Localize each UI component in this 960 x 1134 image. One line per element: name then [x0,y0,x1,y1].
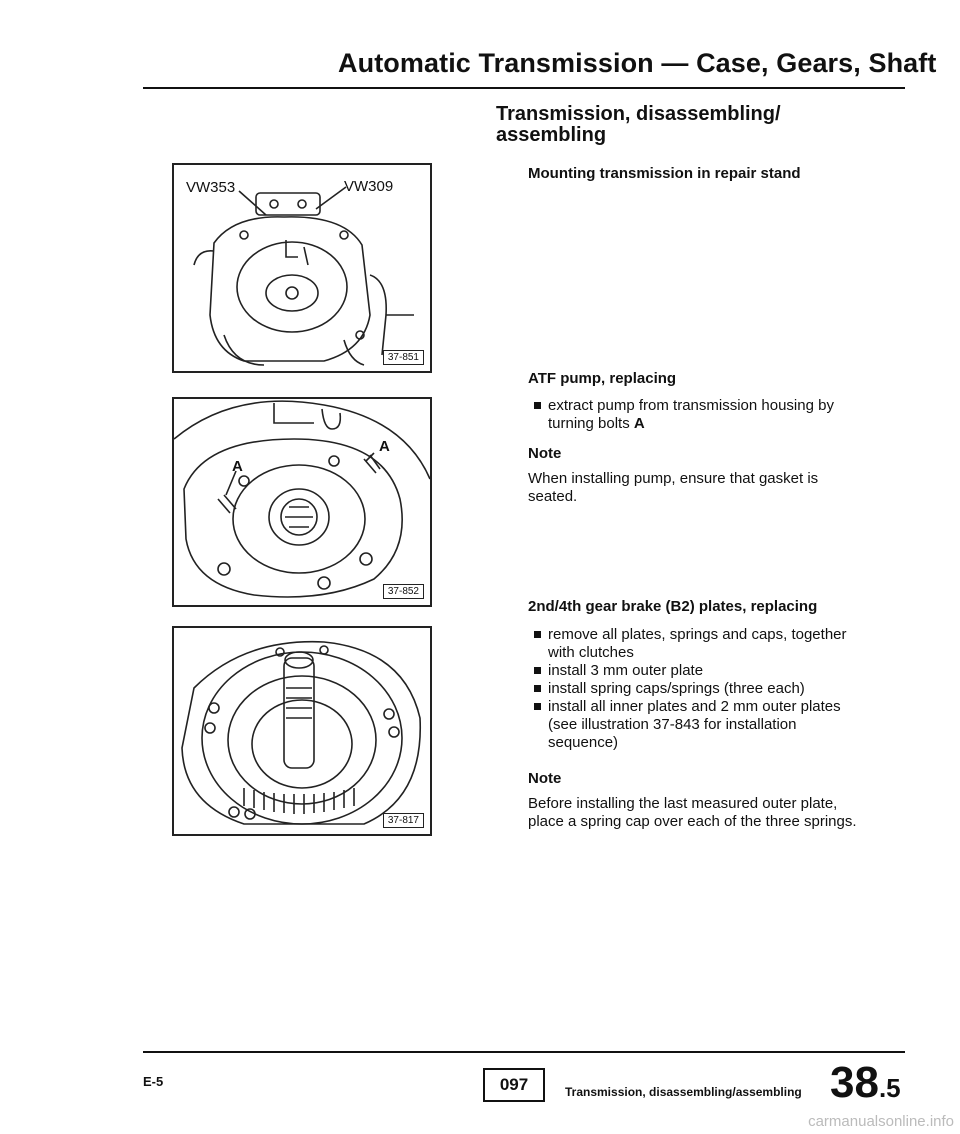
brake-section [528,598,858,831]
brake-heading: 2nd/4th gear brake (B2) plates, replacing [528,598,818,615]
page-title: Automatic Transmission — Case, Gears, Shaft [338,48,937,78]
label-bolt-a-right: A [379,438,390,455]
bolt-label: A [633,415,645,432]
brake-step: remove all plates, springs and caps, together with clutches [528,626,858,662]
brake-plates-illustration [174,628,430,834]
transmission-stand-illustration [174,165,430,371]
section-title-line2: assembling [496,124,607,146]
brake-step: install all inner plates and 2 mm outer plates (see illustration 37-843 for installation sequence) [528,698,858,752]
footer-page-code: E-5 [143,1074,164,1089]
atf-section [528,370,858,506]
figure-37-852 [172,397,432,607]
atf-steps [528,397,858,433]
label-vw353: VW353 [186,179,236,196]
brake-note-heading: Note [528,770,562,787]
figure-37-817 [172,626,432,836]
atf-pump-illustration [174,399,430,605]
brake-steps [528,626,858,752]
footer-rule [143,1051,905,1053]
title-rule [143,87,905,89]
page-number-main: 38 [830,1058,879,1107]
footer-section-text: Transmission, disassembling/assembling [565,1085,802,1099]
label-bolt-a-left: A [232,458,243,475]
footer-code-box: 097 [483,1068,545,1102]
atf-note-heading: Note [528,445,562,462]
section-title [496,104,816,146]
label-vw309: VW309 [344,178,394,195]
atf-heading: ATF pump, replacing [528,370,677,387]
page-number-sub: .5 [878,1073,901,1103]
brake-note-text: Before installing the last measured outer plate, place a spring cap over each of the three springs. [528,795,857,830]
figure-number: 37-851 [383,350,424,365]
atf-step [528,397,858,433]
section-title-line1: Transmission, disassembling/ [496,103,781,125]
watermark: carmanualsonline.info [808,1113,954,1130]
brake-step: install 3 mm outer plate [528,662,858,680]
atf-note-text: When installing pump, ensure that gasket is seated. [528,470,819,505]
brake-step: install spring caps/springs (three each) [528,680,858,698]
mounting-heading: Mounting transmission in repair stand [528,165,801,182]
atf-step-text: extract pump from transmission housing by turning bolts [548,397,834,432]
figure-37-851 [172,163,432,373]
footer-page-number [830,1058,901,1108]
figure-number: 37-852 [383,584,424,599]
figure-number: 37-817 [383,813,424,828]
